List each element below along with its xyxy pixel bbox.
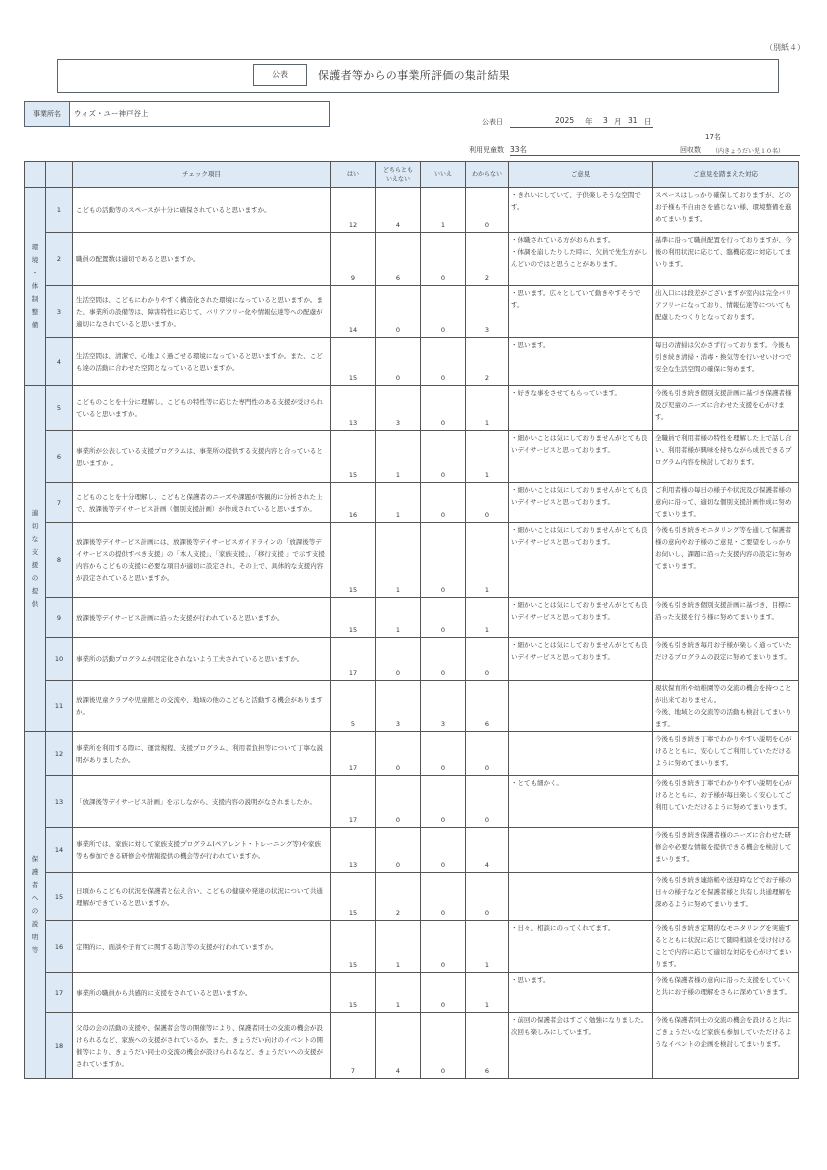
count-unknown: 6 [466,681,509,732]
pub-year-unit: 年 [585,117,593,126]
count-no: 0 [421,776,466,828]
count-neither: 1 [376,921,421,973]
table-row [25,921,799,973]
response-text: 今後も引き続き保護者様のニーズに合わせた研修会や必要な情報を提供できる機会を検討してまいります。 [653,828,799,873]
count-neither: 0 [376,638,421,681]
item-number: 1 [46,188,73,233]
count-yes: 15 [331,973,376,1013]
count-neither: 0 [376,732,421,776]
table-row [25,776,799,828]
item-number: 12 [46,732,73,776]
header-yes: はい [331,162,376,188]
table-row [25,732,799,776]
item-number: 11 [46,681,73,732]
opinion-text: ・細かいことは気にしておりませんがとても良いデイサービスと思っております。 [509,483,653,523]
item-number: 14 [46,828,73,873]
count-no: 0 [421,483,466,523]
check-item-question: 放課後児童クラブや児童館との交流や、地域の他のこどもと活動する機会がありますか。 [73,681,331,732]
office-name-label: 事業所名 [24,101,70,127]
opinion-text: ・細かいことは気にしておりませんがとても良いデイサービスと思っております。 [509,523,653,598]
check-item-question: 生活空間は、こどもにわかりやすく構造化された環境になっていると思いますか。また、事業所の設備等は、障害特性に応じて、バリアフリー化や情報伝達等への配慮が適切になされていると思いますか。 [73,286,331,338]
check-item-question: 父母の会の活動の支援や、保護者会等の開催等により、保護者同士の交流の機会が設けられるなど、家族への支援がされているか。また、きょうだい向けのイベントの開催等により、きょうだい同士の交流の機会が設けられるなど、きょうだいへの支援がされていますか。 [73,1013,331,1079]
response-text: 今後も引き続き連絡帳や送迎時などでお子様の日々の様子などを保護者様と共有し共通理解を深めるように努めてまいります。 [653,873,799,921]
response-text: 今後も引き続き定期的なモニタリングを実施するとともに状況に応じて随時相談を受け付けることで内容に応じて適切な対応を心がけてまいります。 [653,921,799,973]
count-neither: 1 [376,598,421,638]
header-response: ご意見を踏まえた対応 [653,162,799,188]
responses-count-value: 17名 [705,133,721,141]
count-no: 0 [421,828,466,873]
item-number: 18 [46,1013,73,1079]
count-unknown: 3 [466,286,509,338]
table-row [25,681,799,732]
count-no: 0 [421,973,466,1013]
response-text: 今後も引き続き個別支援計画に基づき、目標に沿った支援を行う様に努めてまいります。 [653,598,799,638]
count-no: 0 [421,431,466,483]
count-unknown: 0 [466,483,509,523]
count-neither: 3 [376,386,421,431]
opinion-text: ・細かいことは気にしておりませんがとても良いデイサービスと思っております。 [509,431,653,483]
table-row [25,638,799,681]
count-no: 0 [421,638,466,681]
pub-year: 2025 [555,116,575,125]
table-row [25,1013,799,1079]
item-number: 5 [46,386,73,431]
publication-date-value [510,115,653,128]
check-item-question: 事業所が公表している支援プログラムは、事業所の提供する支援内容と合っていると思いますか 。 [73,431,331,483]
table-row [25,973,799,1013]
count-unknown: 0 [466,188,509,233]
count-yes: 15 [331,598,376,638]
count-yes: 9 [331,233,376,286]
count-no: 0 [421,921,466,973]
opinion-text: ・とても細かく。 [509,776,653,828]
count-neither: 6 [376,233,421,286]
check-item-question: 「放課後等デイサービス計画」を示しながら、支援内容の説明がなされましたか。 [73,776,331,828]
opinion-text: ・日々、相談にのってくれてます。 [509,921,653,973]
response-text: スペースはしっかり確保しておりますが、どのお子様も不自由さを感じない様、環境整備を進めてまいります。 [653,188,799,233]
count-no: 0 [421,732,466,776]
count-no: 0 [421,233,466,286]
opinion-text: ・思います。 [509,973,653,1013]
evaluation-table [24,161,799,1079]
header-category [25,162,46,188]
users-count-label: 利用児童数 [469,146,504,154]
header-number [46,162,73,188]
table-header-row [25,162,799,188]
count-yes: 15 [331,431,376,483]
check-item-question: 職員の配置数は適切であると思いますか。 [73,233,331,286]
count-no: 0 [421,386,466,431]
check-item-question: 事業所を利用する際に、運営規程、支援プログラム、利用者負担等について丁寧な説明がありましたか。 [73,732,331,776]
count-yes: 12 [331,188,376,233]
item-number: 2 [46,233,73,286]
response-text: 基準に沿って職員配置を行っておりますが、今後の利用状況に応じて、臨機応変に対応してまいります。 [653,233,799,286]
header-no: いいえ [421,162,466,188]
count-unknown: 0 [466,776,509,828]
count-unknown: 1 [466,523,509,598]
count-neither: 0 [376,286,421,338]
item-number: 16 [46,921,73,973]
opinion-text: ・休職されている方がおられます。 ・体調を崩したりした時に、欠員で先生方がしんどいのではと思うことがあります。 [509,233,653,286]
opinion-text: ・好きな事をさせてもらっています。 [509,386,653,431]
count-yes: 15 [331,921,376,973]
annex-label: （別紙４） [765,43,805,52]
count-neither: 4 [376,1013,421,1079]
count-yes: 13 [331,828,376,873]
count-neither: 4 [376,188,421,233]
count-yes: 16 [331,483,376,523]
check-item-question: 定期的に、面談や子育てに関する助言等の支援が行われていますか。 [73,921,331,973]
category-label: 保護者への説明等 [31,855,39,954]
opinion-text: ・細かいことは気にしておりませんがとても良いデイサービスと思っております。 [509,598,653,638]
check-item-question: こどものことを十分に理解し、こどもの特性等に応じた専門性のある支援が受けられていると思いますか。 [73,386,331,431]
response-text: 今後も保護者様の意向に沿った支援をしていくと共にお子様の理解をさらに深めていきます。 [653,973,799,1013]
count-unknown: 2 [466,233,509,286]
item-number: 7 [46,483,73,523]
count-yes: 15 [331,523,376,598]
item-number: 6 [46,431,73,483]
check-item-question: 事業所では、家族に対して家族支援プログラム(ペアレント・トレーニング等)や家族等も参加できる研修会や情報提供の機会等が行われていますか。 [73,828,331,873]
opinion-text [509,828,653,873]
table-row [25,386,799,431]
table-row [25,828,799,873]
pub-day: 31 [628,116,638,125]
opinion-text: ・前回の保護者会はすごく勉強になりました。次回も楽しみにしています。 [509,1013,653,1079]
count-unknown: 1 [466,921,509,973]
pub-month: 3 [603,116,608,125]
check-item-question: こどもの活動等のスペースが十分に確保されていると思いますか。 [73,188,331,233]
header-neither: どちらとも いえない [376,162,421,188]
count-neither: 1 [376,973,421,1013]
office-name-value: ウィズ・ユー神戸谷上 [70,101,330,127]
count-neither: 1 [376,483,421,523]
opinion-text: ・細かいことは気にしておりませんがとても良いデイサービスと思っております。 [509,638,653,681]
publication-badge: 公表 [253,64,307,86]
count-yes: 15 [331,338,376,386]
response-text: 毎日の清掃は欠かさず行っております。今後も引き続き清掃・消毒・換気等を行いせいけつで安全な生活空間の確保に努めます。 [653,338,799,386]
count-neither: 3 [376,681,421,732]
category-label: 環境・体制整備 [31,243,39,329]
table-row [25,233,799,286]
count-unknown: 6 [466,1013,509,1079]
response-text: 今後も引き続き個別支援計画に基づき保護者様及び児童のニーズに合わせた支援を心がけます。 [653,386,799,431]
page-title: 保護者等からの事業所評価の集計結果 [318,69,511,82]
count-unknown: 2 [466,338,509,386]
count-neither: 0 [376,828,421,873]
response-text: 今後も引き続きモニタリング等を通して保護者様の意向やお子様のご意見・ご要望をしっかりお伺いし、課題に沿った支援内容の設定に努めてまいります。 [653,523,799,598]
count-no: 0 [421,873,466,921]
category-cell [25,732,46,1079]
count-neither: 2 [376,873,421,921]
count-no: 1 [421,188,466,233]
count-neither: 0 [376,776,421,828]
count-yes: 17 [331,732,376,776]
count-no: 0 [421,1013,466,1079]
count-unknown: 1 [466,431,509,483]
check-item-question: 放課後等デイサービス計画には、放課後等デイサービスガイドラインの「放課後等デイサービスの提供すべき支援」の「本人支援」、「家族支援」、「移行支援 」で示す支援内容からこどもの支援に必要な項目が適切に設定され、その上で、具体的な支援内容が設定されていると思いますか。 [73,523,331,598]
count-unknown: 1 [466,386,509,431]
opinion-text: ・きれいにしていて、子供楽しそうな空間です。 [509,188,653,233]
count-yes: 17 [331,638,376,681]
header-opinion: ご意見 [509,162,653,188]
count-no: 0 [421,286,466,338]
count-yes: 5 [331,681,376,732]
count-unknown: 1 [466,973,509,1013]
check-item-question: 事業所の職員から共感的に支援をされていると思いますか。 [73,973,331,1013]
item-number: 13 [46,776,73,828]
count-unknown: 0 [466,638,509,681]
count-yes: 14 [331,286,376,338]
responses-count-label: 回収数 [680,146,701,154]
publication-date-label: 公表日 [482,118,503,126]
item-number: 17 [46,973,73,1013]
count-unknown: 0 [466,873,509,921]
header-unknown: わからない [466,162,509,188]
responses-count-note: （内きょうだい児１０名） [712,148,785,155]
response-text: 全職員で利用者様の特性を理解した上で話し合い、利用者様が興味を持ちながら成長できるプログラム内容を検討しております。 [653,431,799,483]
count-no: 0 [421,523,466,598]
item-number: 15 [46,873,73,921]
opinion-text [509,732,653,776]
item-number: 10 [46,638,73,681]
count-no: 0 [421,338,466,386]
response-text: 現状保育所や幼稚園等の交流の機会を持つことが出来ておりません。 今後、地域との交流等の活動も検討してまいります。 [653,681,799,732]
table-row [25,188,799,233]
pub-day-unit: 日 [644,117,652,126]
count-unknown: 4 [466,828,509,873]
opinion-text: ・思います。 [509,338,653,386]
item-number: 3 [46,286,73,338]
table-row [25,338,799,386]
count-unknown: 0 [466,732,509,776]
item-number: 8 [46,523,73,598]
header-check-item: チェック項目 [73,162,331,188]
response-text: 今後も引き続き毎月お子様が楽しく通っていただけるプログラムの設定に努めてまいります。 [653,638,799,681]
category-cell [25,386,46,732]
response-text: 今後も引き続き丁寧でわかりやすい説明を心がけるとともに、お子様が毎日楽しく安心してご利用していただけるように努めてまいります。 [653,776,799,828]
count-neither: 0 [376,338,421,386]
response-text: 今後も保護者同士の交流の機会を設けると共にごきょうだいなど家族も参加していただけるようなイベントの企画を検討してまいります。 [653,1013,799,1079]
category-label: 適切な支援の提供 [31,508,39,608]
check-item-question: 放課後等デイサービス計画に沿った支援が行われていると思いますか。 [73,598,331,638]
count-yes: 15 [331,873,376,921]
table-row [25,523,799,598]
table-row [25,598,799,638]
count-neither: 1 [376,431,421,483]
check-item-question: 事業所の活動プログラムが固定化されないよう工夫されていると思いますか。 [73,638,331,681]
response-text: ご利用者様の毎日の様子や状況及び保護者様の意向に沿って、適切な個別支援計画作成に努めてまいります。 [653,483,799,523]
opinion-text [509,873,653,921]
table-row [25,286,799,338]
check-item-question: 日頃からこどもの状況を保護者と伝え合い、こどもの健康や発達の状況について共通理解ができていると思いますか。 [73,873,331,921]
table-row [25,483,799,523]
count-unknown: 1 [466,598,509,638]
check-item-question: こどものことを十分理解し、こどもと保護者のニーズや課題が客観的に分析された上で、放課後等デイサービス計画（個別支援計画）が作成されていると思いますか。 [73,483,331,523]
item-number: 4 [46,338,73,386]
item-number: 9 [46,598,73,638]
count-neither: 1 [376,523,421,598]
count-no: 0 [421,598,466,638]
users-count-value: 33名 [510,143,800,156]
count-no: 3 [421,681,466,732]
table-row [25,431,799,483]
count-yes: 7 [331,1013,376,1079]
table-row [25,873,799,921]
category-cell [25,188,46,386]
pub-month-unit: 月 [614,117,622,126]
count-yes: 13 [331,386,376,431]
response-text: 今後も引き続き丁寧でわかりやすい説明を心がけるとともに、安心してご利用していただけるように努めてまいります。 [653,732,799,776]
opinion-text: ・思います。広々としていて動きやすそうです。 [509,286,653,338]
response-text: 出入口には段差がございますが室内は完全バリアフリーになっており、情報伝達等についても配慮したつくりとなっております。 [653,286,799,338]
count-yes: 17 [331,776,376,828]
opinion-text [509,681,653,732]
check-item-question: 生活空間は、清潔で、心地よく過ごせる環境になっていると思いますか。また、こども達の活動に合わせた空間となっていると思いますか。 [73,338,331,386]
